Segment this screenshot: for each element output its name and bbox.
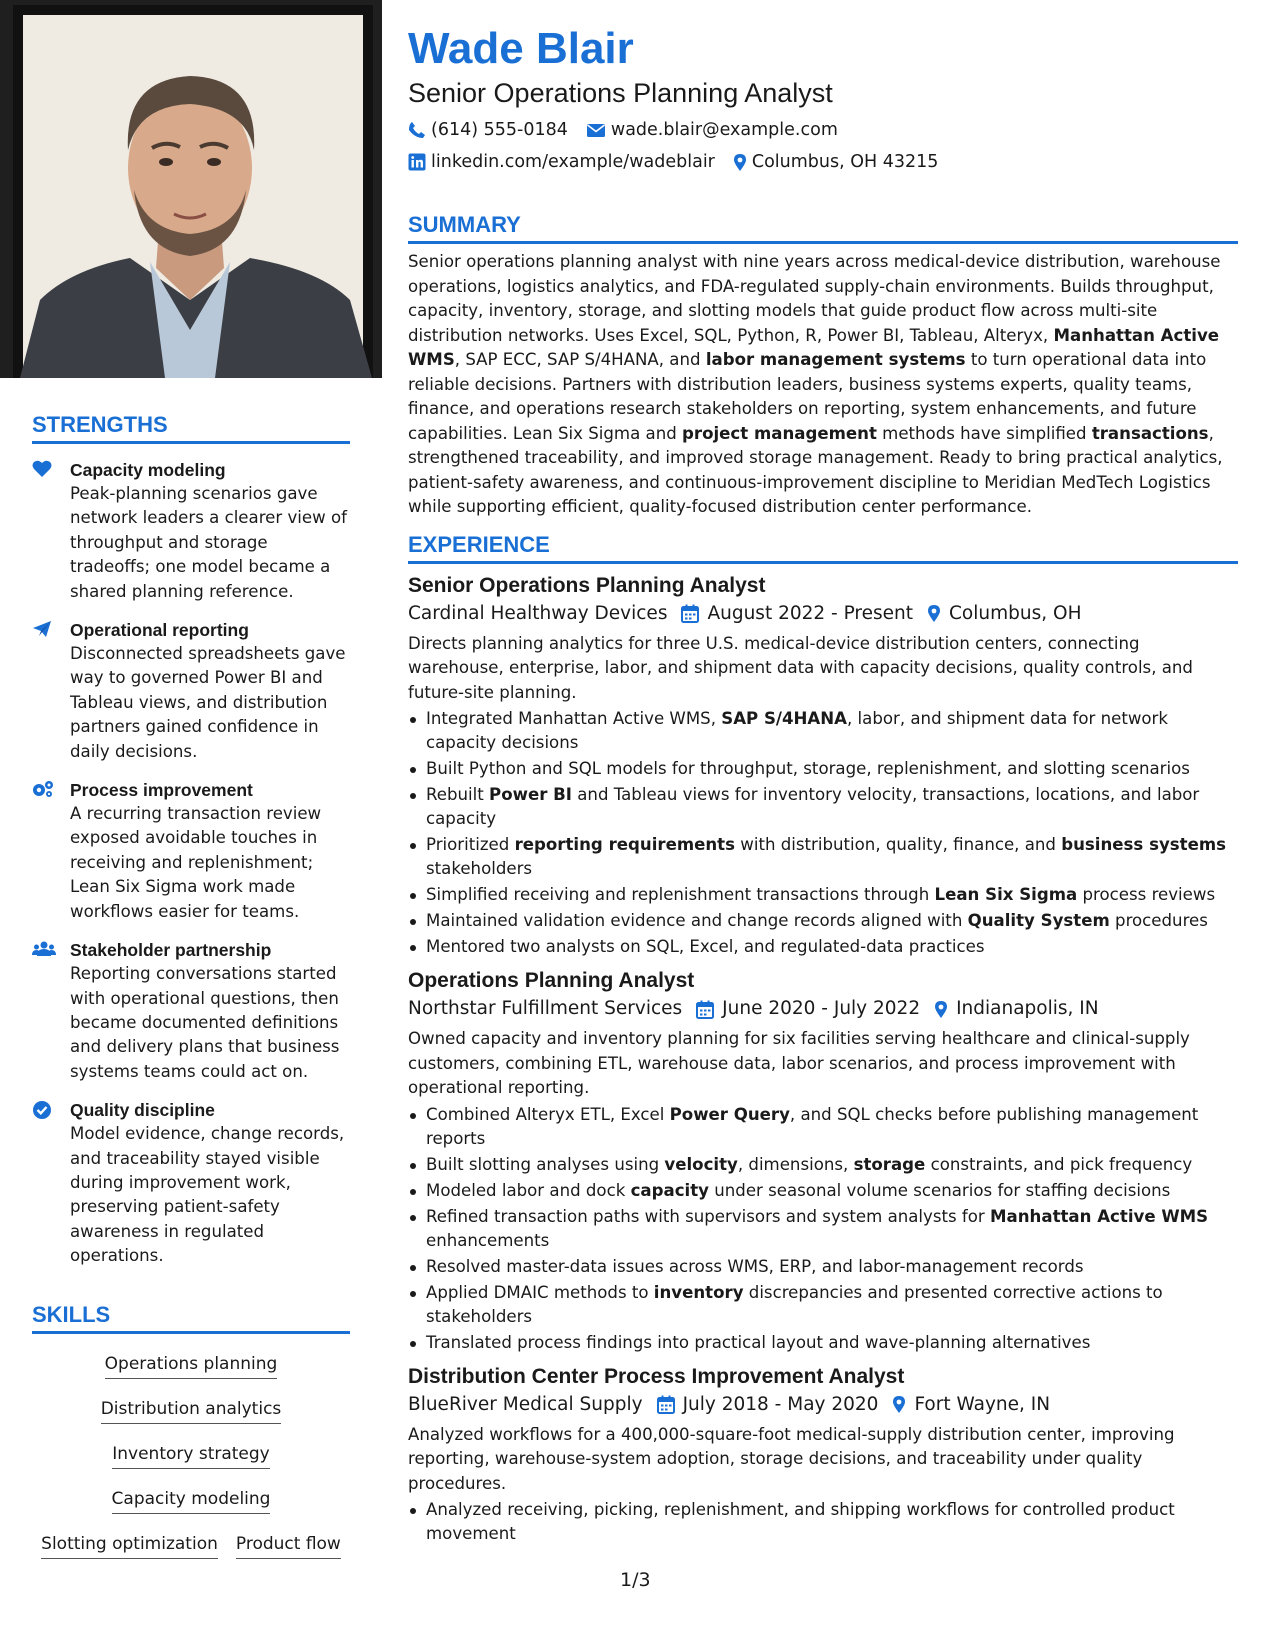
strength-title: Quality discipline (70, 1100, 215, 1121)
job-description: Directs planning analytics for three U.S. medical-device distribution centers, connecting warehouse, enterprise, labor, and shipment data with capacity decisions, quality controls, and future-site planning. (408, 633, 1193, 702)
list-item: Modeled labor and dock capacity under seasonal volume scenarios for staffing decisions (408, 1179, 1238, 1203)
list-item: Maintained validation evidence and change records aligned with Quality System procedures (408, 909, 1238, 933)
check-circle-icon (32, 1098, 70, 1268)
job-title: Distribution Center Process Improvement Analyst (408, 1364, 905, 1388)
job-location: Columbus, OH (949, 602, 1082, 624)
skills-section (32, 1302, 350, 1559)
map-pin-icon (927, 604, 941, 623)
skill-tag: Inventory strategy (112, 1442, 270, 1469)
list-item: Refined transaction paths with supervisors and system analysts for Manhattan Active WMS enhancements (408, 1205, 1238, 1253)
skill-tag: Operations planning (105, 1352, 278, 1379)
list-item: Analyzed receiving, picking, replenishment, and shipping workflows for controlled product movement (408, 1498, 1238, 1546)
users-icon (32, 938, 70, 1084)
profile-photo (0, 0, 382, 378)
job-bullets (408, 1498, 1238, 1546)
strength-description: Disconnected spreadsheets gave way to governed Power BI and Tableau views, and distribution partners gained confidence in daily decisions. (70, 644, 346, 761)
contact-row (408, 150, 1238, 174)
strength-item (32, 618, 350, 764)
strength-title: Capacity modeling (70, 460, 226, 480)
heart-icon (32, 458, 70, 604)
envelope-icon (586, 122, 606, 138)
job-company: Cardinal Healthway Devices (408, 602, 668, 624)
summary-heading: SUMMARY (408, 212, 1238, 244)
job-dates: August 2022 - Present (707, 602, 914, 624)
strength-title: Operational reporting (70, 620, 249, 641)
job-entry (408, 1363, 1238, 1547)
phone-icon (408, 121, 426, 139)
job-description: Owned capacity and inventory planning for six facilities serving healthcare and clinical-supply customers, combining ETL, warehouse data, labor scenarios, and process improvement with operational reporting. (408, 1029, 1190, 1097)
phone-contact[interactable]: (614) 555-0184 (408, 118, 568, 142)
map-pin-icon (733, 153, 747, 172)
calendar-icon (657, 1395, 675, 1414)
job-bullets (408, 1103, 1238, 1355)
list-item: Combined Alteryx ETL, Excel Power Query, and SQL checks before publishing management reports (408, 1103, 1238, 1151)
experience-section (408, 532, 1238, 1547)
location-contact: Columbus, OH 43215 (733, 150, 939, 174)
list-item: Applied DMAIC methods to inventory discrepancies and presented corrective actions to stakeholders (408, 1281, 1238, 1329)
calendar-icon (681, 604, 699, 623)
list-item: Resolved master-data issues across WMS, ERP, and labor-management records (408, 1255, 1238, 1279)
job-location: Indianapolis, IN (956, 998, 1099, 1019)
summary-text: Senior operations planning analyst with nine years across medical-device distribution, warehouse operations, logistics analytics, and FDA-regulated supply-chain environments. Builds throughput, capacity, inventory, storage, and slotting models that guide product flow across multi-site distribution networks. Uses Excel, SQL, Python, R, Power BI, Tableau, Alteryx, Manhattan Active WMS, SAP ECC, SAP S/4HANA, and labor management systems to turn operational data into reliable decisions. Partners with distribution leaders, business systems experts, quality teams, finance, and operations research stakeholders on reporting, system enhancements, and future capabilities. Lean Six Sigma and project management methods have simplified transactions, strengthened traceability, and improved storage management. Ready to bring practical analytics, patient-safety awareness, and continuous-improvement discipline to Meridian MedTech Logistics while supporting efficient, quality-focused distribution center performance. (408, 252, 1223, 516)
job-dates: July 2018 - May 2020 (682, 1393, 879, 1415)
job-location: Fort Wayne, IN (914, 1393, 1051, 1415)
job-dates: June 2020 - July 2022 (722, 998, 921, 1019)
list-item: Rebuilt Power BI and Tableau views for inventory velocity, transactions, locations, and labor capacity (408, 783, 1238, 831)
list-item: Built slotting analyses using velocity, dimensions, storage constraints, and pick frequency (408, 1153, 1238, 1177)
skill-tag: Product flow (236, 1532, 341, 1559)
right-column (408, 22, 1238, 1548)
strength-description: Model evidence, change records, and traceability stayed visible during improvement work, preserving patient-safety awareness in regulated operations. (70, 1124, 345, 1266)
job-company: Northstar Fulfillment Services (408, 998, 683, 1019)
job-meta (408, 1391, 1238, 1419)
linkedin-icon (408, 153, 426, 171)
left-column (0, 0, 382, 1650)
gears-icon (32, 778, 70, 924)
job-meta (408, 995, 1238, 1023)
skill-tag: Distribution analytics (101, 1397, 282, 1424)
map-pin-icon (892, 1395, 906, 1414)
skill-tag: Slotting optimization (41, 1532, 218, 1559)
calendar-icon (696, 1000, 714, 1019)
email-contact[interactable]: wade.blair@example.com (586, 118, 838, 142)
strengths-heading: STRENGTHS (32, 412, 350, 444)
job-company: BlueRiver Medical Supply (408, 1393, 643, 1415)
job-title: Operations Planning Analyst (408, 969, 695, 992)
list-item: Mentored two analysts on SQL, Excel, and regulated-data practices (408, 935, 1238, 959)
linkedin-contact[interactable]: linkedin.com/example/wadeblair (408, 150, 715, 174)
list-item: Built Python and SQL models for throughput, storage, replenishment, and slotting scenarios (408, 757, 1238, 781)
list-item: Integrated Manhattan Active WMS, SAP S/4HANA, labor, and shipment data for network capacity decisions (408, 707, 1238, 755)
strength-description: A recurring transaction review exposed avoidable touches in receiving and replenishment; Lean Six Sigma work made workflows easier for teams. (70, 804, 322, 921)
list-item: Simplified receiving and replenishment transactions through Lean Six Sigma process reviews (408, 883, 1238, 907)
page-number: 1/3 (620, 1569, 651, 1591)
strength-description: Peak-planning scenarios gave network leaders a clearer view of throughput and storage tradeoffs; one model became a shared planning reference. (70, 484, 347, 601)
strength-title: Stakeholder partnership (70, 940, 272, 961)
job-bullets (408, 707, 1238, 959)
job-description: Analyzed workflows for a 400,000-square-foot medical-supply distribution center, improving reporting, warehouse-system adoption, storage decisions, and traceability under quality procedures. (408, 1424, 1175, 1493)
summary-section (408, 212, 1238, 520)
job-meta (408, 600, 1238, 628)
job-entry (408, 572, 1238, 960)
strength-item (32, 938, 350, 1084)
list-item: Translated process findings into practical layout and wave-planning alternatives (408, 1331, 1238, 1355)
strength-item (32, 778, 350, 924)
strength-description: Reporting conversations started with operational questions, then became documented definitions and delivery plans that business systems teams could act on. (70, 964, 340, 1081)
job-title: Senior Operations Planning Analyst (408, 573, 766, 597)
candidate-name: Wade Blair (408, 24, 634, 73)
map-pin-icon (934, 1000, 948, 1019)
contact-row (408, 118, 1238, 142)
strength-item (32, 458, 350, 604)
strength-item (32, 1098, 350, 1268)
strengths-section (32, 412, 350, 1269)
strength-title: Process improvement (70, 780, 253, 801)
experience-heading: EXPERIENCE (408, 532, 1238, 564)
candidate-title: Senior Operations Planning Analyst (408, 78, 833, 108)
job-entry (408, 967, 1238, 1355)
skills-heading: SKILLS (32, 1302, 350, 1334)
paper-plane-icon (32, 618, 70, 764)
skill-tag: Capacity modeling (112, 1487, 271, 1514)
list-item: Prioritized reporting requirements with distribution, quality, finance, and business systems stakeholders (408, 833, 1238, 881)
